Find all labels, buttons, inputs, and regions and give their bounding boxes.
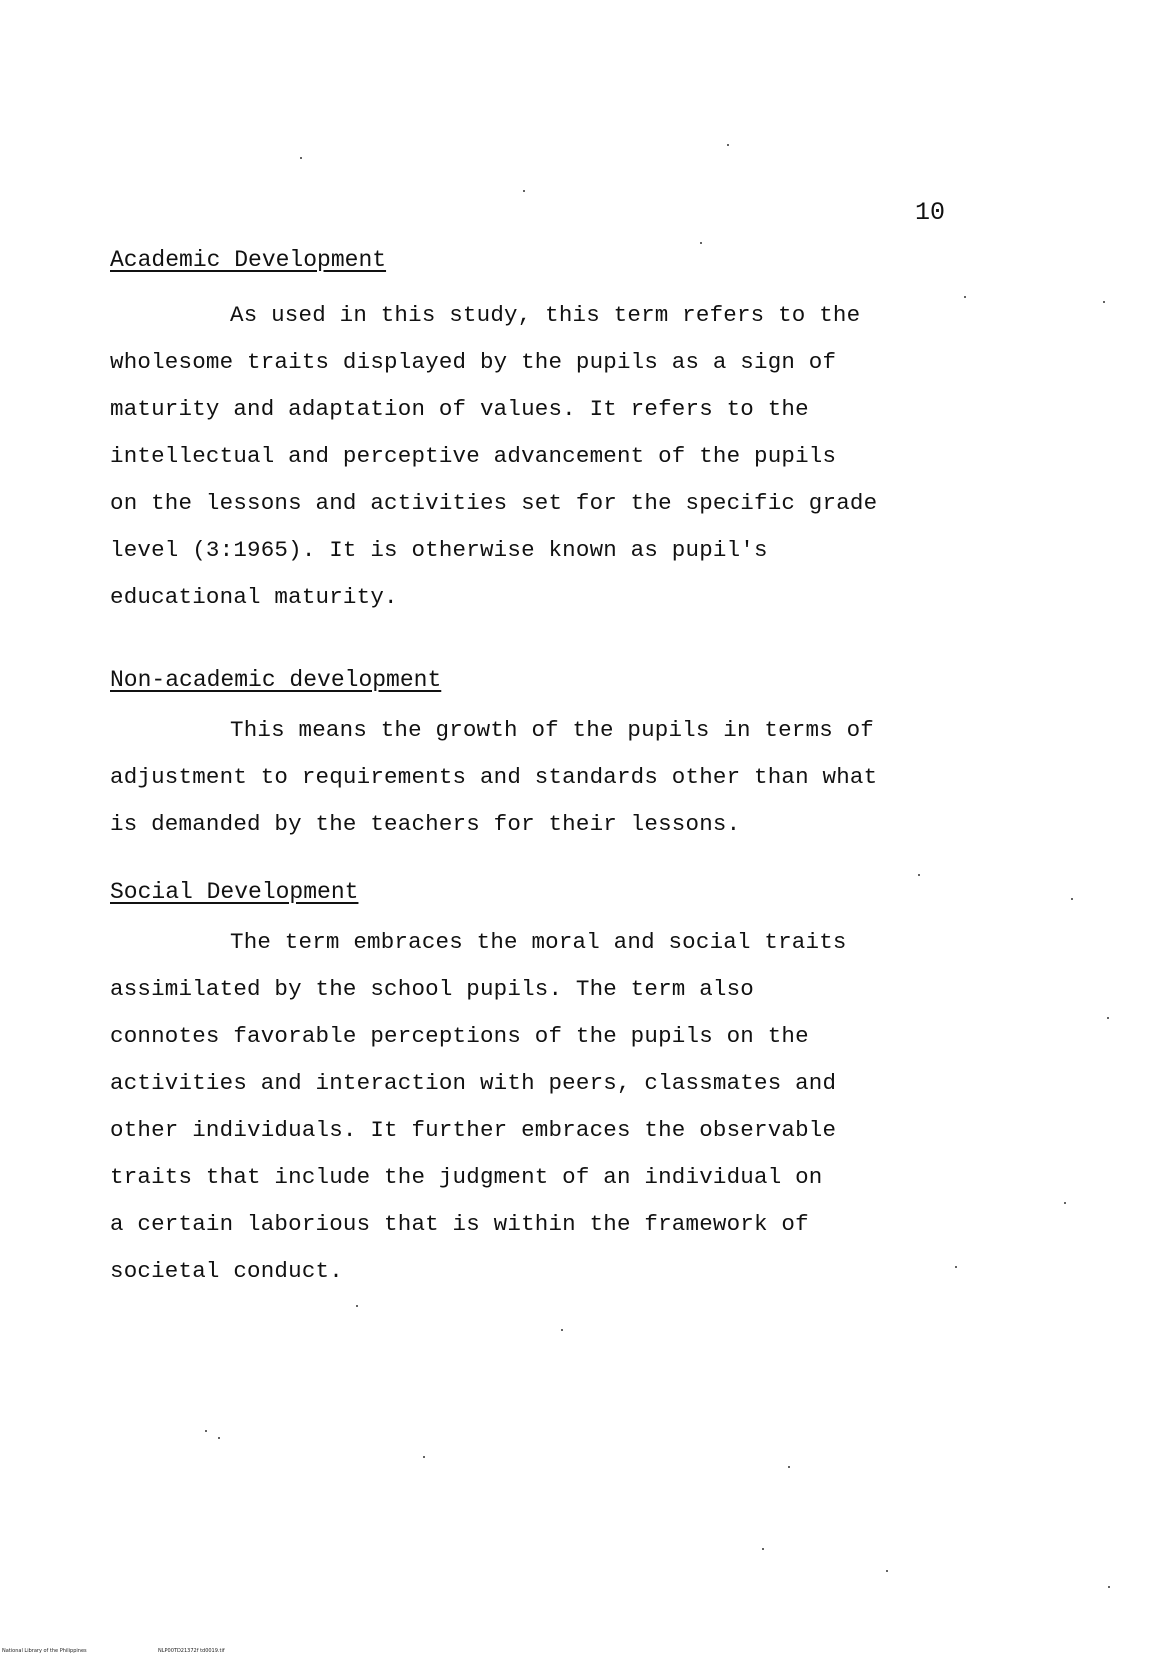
scan-speck — [964, 296, 966, 298]
scan-speck — [1071, 898, 1073, 900]
footer-file: NLP00TD21372f td0019.tif — [158, 1648, 225, 1654]
page-number: 10 — [915, 198, 946, 227]
paragraph-line: is demanded by the teachers for their lessons. — [110, 811, 741, 837]
paragraph-line: adjustment to requirements and standards other than what — [110, 764, 878, 790]
paragraph-line: traits that include the judgment of an individual on — [110, 1164, 823, 1190]
scan-speck — [423, 1456, 425, 1458]
paragraph-line: This means the growth of the pupils in terms of — [230, 717, 875, 743]
paragraph-line: activities and interaction with peers, classmates and — [110, 1070, 837, 1096]
section-social-body — [110, 919, 950, 1295]
paragraph-line: intellectual and perceptive advancement of the pupils — [110, 443, 837, 469]
scan-speck — [788, 1466, 790, 1468]
scan-speck — [918, 874, 920, 876]
scan-speck — [356, 1305, 358, 1307]
paragraph-line: level (3:1965). It is otherwise known as pupil's — [110, 537, 768, 563]
paragraph-line: connotes favorable perceptions of the pupils on the — [110, 1023, 809, 1049]
footer-library: National Library of the Philippines — [2, 1648, 87, 1654]
section-nonacademic-body — [110, 707, 950, 848]
scan-speck — [218, 1437, 220, 1439]
paragraph-line: educational maturity. — [110, 584, 398, 610]
scan-speck — [561, 1329, 563, 1331]
paragraph-line: wholesome traits displayed by the pupils as a sign of — [110, 349, 837, 375]
section-social-heading: Social Development — [110, 879, 359, 905]
paragraph-line: other individuals. It further embraces the observable — [110, 1117, 837, 1143]
scan-speck — [886, 1570, 888, 1572]
scan-speck — [1103, 301, 1105, 303]
scan-speck — [762, 1548, 764, 1550]
paragraph-line: maturity and adaptation of values. It refers to the — [110, 396, 809, 422]
paragraph-line: on the lessons and activities set for the specific grade — [110, 490, 878, 516]
scan-speck — [955, 1266, 957, 1268]
paragraph-line: societal conduct. — [110, 1258, 343, 1284]
scan-speck — [1108, 1586, 1110, 1588]
paragraph-line: As used in this study, this term refers to the — [230, 302, 861, 328]
scan-speck — [727, 144, 729, 146]
paragraph-line: assimilated by the school pupils. The term also — [110, 976, 755, 1002]
section-academic-heading: Academic Development — [110, 247, 387, 273]
scan-speck — [1064, 1202, 1066, 1204]
scan-speck — [700, 242, 702, 244]
scan-speck — [1107, 1017, 1109, 1019]
scan-speck — [300, 157, 302, 159]
scan-speck — [205, 1430, 207, 1432]
paragraph-line: a certain laborious that is within the framework of — [110, 1211, 809, 1237]
scan-speck — [523, 190, 525, 192]
paragraph-line: The term embraces the moral and social traits — [230, 929, 847, 955]
section-nonacademic-heading: Non-academic development — [110, 667, 442, 693]
section-academic-body — [110, 292, 950, 621]
